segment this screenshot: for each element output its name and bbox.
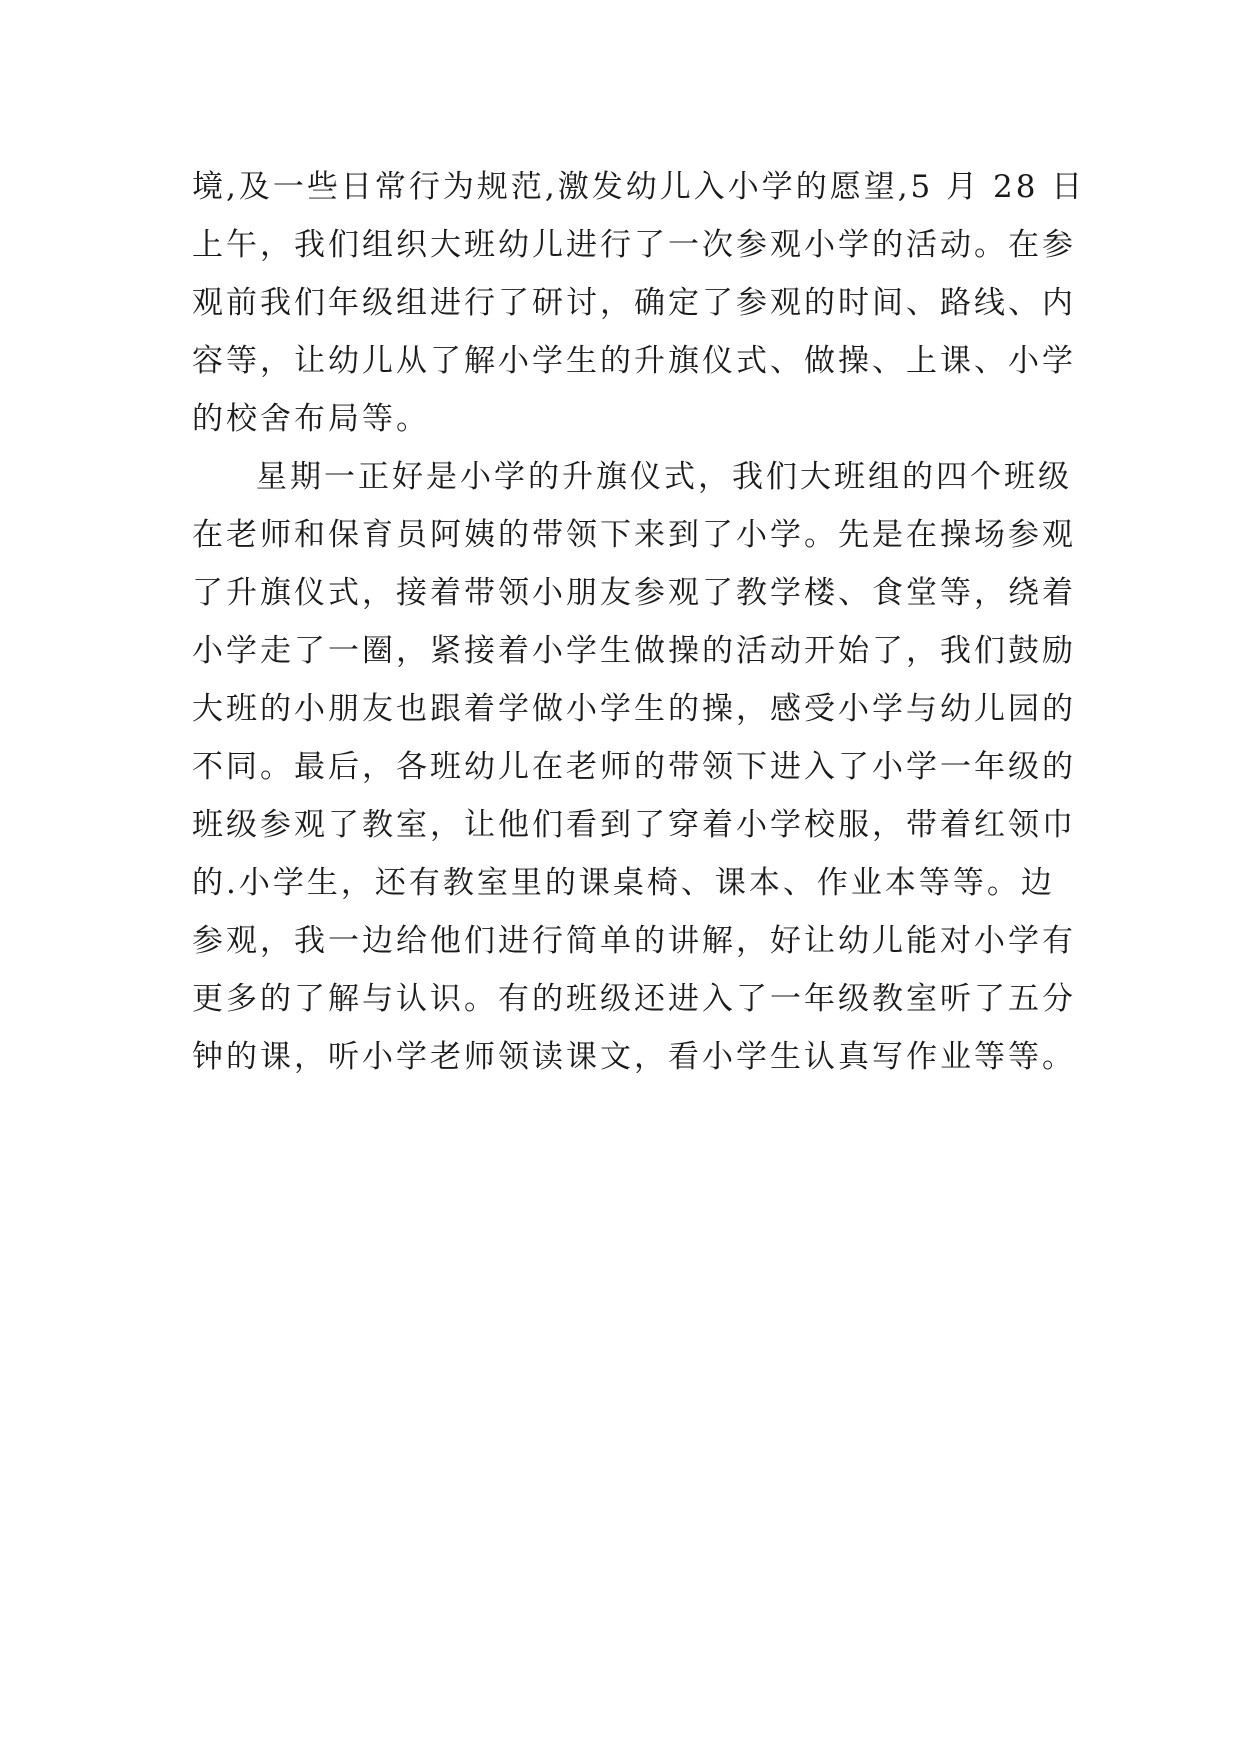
text-line: 不同。最后，各班幼儿在老师的带领下进入了小学一年级的: [192, 749, 1076, 785]
text-line: 参观，我一边给他们进行简单的讲解，好让幼儿能对小学有: [192, 923, 1076, 959]
paragraph-2: [192, 448, 1076, 1086]
text-line: 钟的课，听小学老师领读课文，看小学生认真写作业等等。: [192, 1039, 1076, 1075]
text-line: 观前我们年级组进行了研讨，确定了参观的时间、路线、内: [192, 285, 1076, 321]
paragraph-1: [192, 158, 1086, 448]
text-line: 的.小学生，还有教室里的课桌椅、课本、作业本等等。边: [192, 865, 1055, 901]
text-line: 星期一正好是小学的升旗仪式，我们大班组的四个班级: [256, 459, 1072, 495]
text-line: 小学走了一圈，紧接着小学生做操的活动开始了，我们鼓励: [192, 633, 1076, 669]
text-line: 更多的了解与认识。有的班级还进入了一年级教室听了五分: [192, 981, 1076, 1017]
text-line: 大班的小朋友也跟着学做小学生的操，感受小学与幼儿园的: [192, 691, 1076, 727]
text-line: 的校舍布局等。: [192, 401, 430, 437]
text-line: 在老师和保育员阿姨的带领下来到了小学。先是在操场参观: [192, 517, 1076, 553]
text-line: 境,及一些日常行为规范,激发幼儿入小学的愿望,5 月 28 日: [192, 169, 1086, 205]
text-line: 上午，我们组织大班幼儿进行了一次参观小学的活动。在参: [192, 227, 1076, 263]
text-line: 班级参观了教室，让他们看到了穿着小学校服，带着红领巾: [192, 807, 1076, 843]
text-line: 容等，让幼儿从了解小学生的升旗仪式、做操、上课、小学: [192, 343, 1076, 379]
document-body: [192, 158, 1086, 1086]
text-line: 了升旗仪式，接着带领小朋友参观了教学楼、食堂等，绕着: [192, 575, 1076, 611]
